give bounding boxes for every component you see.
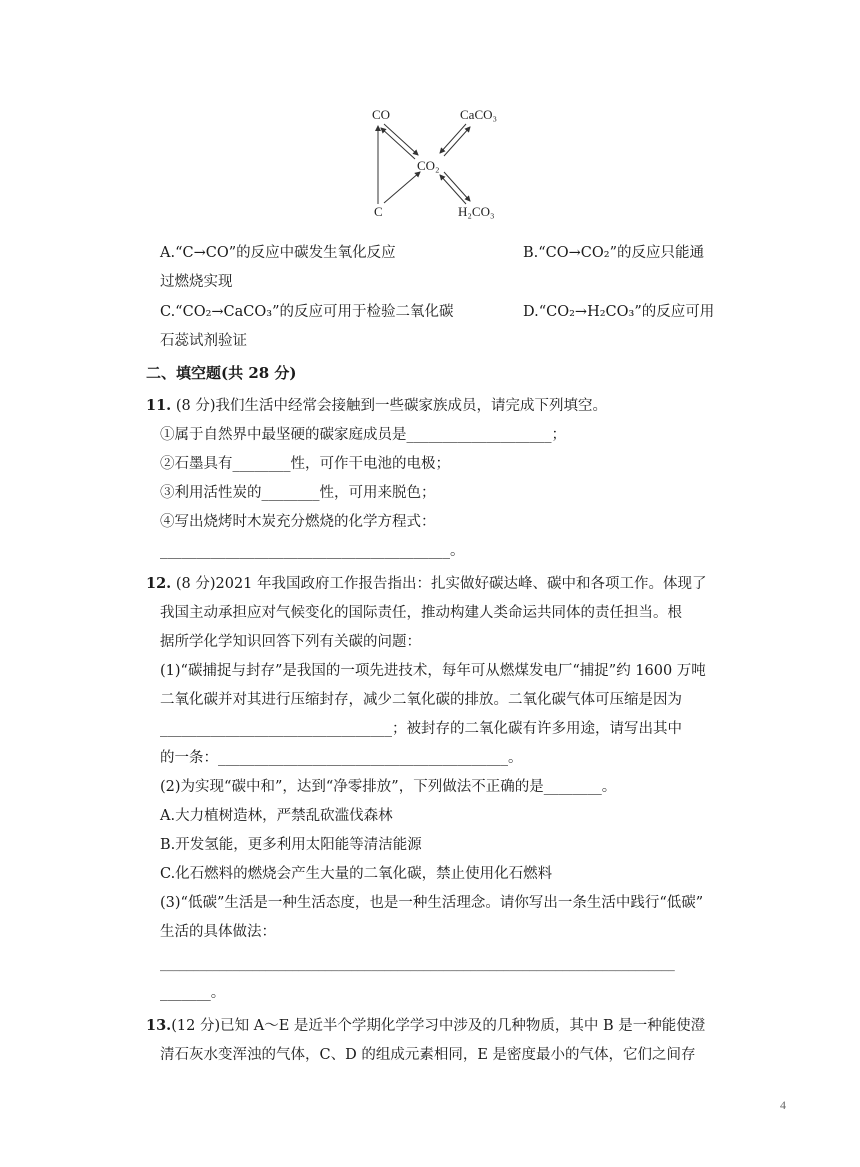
- arrow-co2-to-h2co3: [444, 172, 470, 201]
- question-text: (12 分)已知 A～E 是近半个学期化学学习中涉及的几种物质，其中 B 是一种能使澄: [171, 1018, 706, 1034]
- q11-item-4: ④写出烧烤时木炭充分燃烧的化学方程式：: [160, 514, 436, 530]
- node-co2: CO₂: [417, 158, 440, 173]
- question-11-stem: [146, 396, 607, 416]
- q12-part3-line-1: (3)“低碳”生活是一种生活态度，也是一种生活理念。请你写出一条生活中践行“低碳”: [160, 895, 704, 911]
- question-text: (8 分)我们生活中经常会接触到一些碳家族成员，请完成下列填空。: [171, 398, 607, 414]
- q12-stem-line-2: 我国主动承担应对气候变化的国际责任，推动构建人类命运共同体的责任担当。根: [160, 605, 682, 621]
- q12-part2-option-a: A.大力植树造林，严禁乱砍滥伐森林: [160, 808, 393, 824]
- arrow-co-to-co2: [384, 124, 418, 155]
- question-12-stem: [146, 574, 707, 594]
- arrow-co2-to-caco3: [444, 127, 470, 156]
- node-h2co3: H₂CO₃: [458, 204, 495, 219]
- node-c: C: [374, 204, 383, 219]
- question-number: 11.: [146, 397, 172, 414]
- question-text: (8 分)2021 年我国政府工作报告指出：扎实做好碳达峰、碳中和各项工作。体现了: [171, 576, 707, 592]
- arrow-c-to-co2: [384, 172, 420, 203]
- option-b: B.“CO→CO₂”的反应只能通: [523, 245, 705, 261]
- q12-stem-line-3: 据所学化学知识回答下列有关碳的问题：: [160, 634, 421, 650]
- page-number: 4: [780, 1098, 786, 1112]
- question-13-stem: [146, 1016, 705, 1036]
- q12-part1-line-2: 二氧化碳并对其进行压缩封存，减少二氧化碳的排放。二氧化碳气体可压缩是因为: [160, 692, 682, 708]
- section-title: 二、填空题(共 28 分): [146, 364, 297, 382]
- q11-item-4-blank: ________________________________________。: [160, 543, 465, 559]
- q12-part3-answer-blank-end: _______。: [160, 985, 226, 1001]
- arrow-h2co3-to-co2: [440, 175, 466, 204]
- option-ab-continuation: 过燃烧实现: [160, 274, 233, 290]
- node-caco3: CaCO₃: [460, 107, 498, 122]
- q11-item-2: ②石墨具有________性，可作干电池的电极；: [160, 456, 450, 472]
- option-d: D.“CO₂→H₂CO₃”的反应可用: [523, 304, 715, 320]
- q13-stem-line-2: 清石灰水变浑浊的气体，C、D 的组成元素相同，E 是密度最小的气体，它们之间存: [160, 1047, 696, 1063]
- question-number: 12.: [146, 575, 172, 592]
- option-cd-continuation: 石蕊试剂验证: [160, 333, 247, 349]
- option-c: C.“CO₂→CaCO₃”的反应可用于检验二氧化碳: [160, 304, 454, 320]
- arrow-caco3-to-co2: [440, 124, 466, 153]
- question-number: 13.: [146, 1017, 172, 1034]
- q12-part3-line-2: 生活的具体做法：: [160, 924, 276, 940]
- q12-part1-line-1: (1)“碳捕捉与封存”是我国的一项先进技术，每年可从燃煤发电厂“捕捉”约 1600 万吨: [160, 663, 706, 679]
- carbon-conversion-diagram: [360, 100, 520, 225]
- q11-item-1: ①属于自然界中最坚硬的碳家庭成员是____________________；: [160, 427, 566, 443]
- q12-part2-option-c: C.化石燃料的燃烧会产生大量的二氧化碳，禁止使用化石燃料: [160, 866, 553, 882]
- q11-item-3: ③利用活性炭的________性，可用来脱色；: [160, 485, 436, 501]
- option-a: A.“C→CO”的反应中碳发生氧化反应: [160, 245, 396, 261]
- q12-part1-line-3: ________________________________；被封存的二氧化碳有许多用途，请写出其中: [160, 721, 682, 737]
- q12-part2-option-b: B.开发氢能，更多利用太阳能等清洁能源: [160, 837, 422, 853]
- arrow-co2-to-co: [381, 128, 415, 159]
- node-co: CO: [372, 107, 391, 122]
- q12-part1-line-4: 的一条：________________________________________。: [160, 750, 523, 766]
- q12-part3-answer-blank: ______________________________________________________________________________: [160, 956, 675, 972]
- q12-part2: (2)为实现“碳中和”，达到“净零排放”，下列做法不正确的是________。: [160, 779, 617, 795]
